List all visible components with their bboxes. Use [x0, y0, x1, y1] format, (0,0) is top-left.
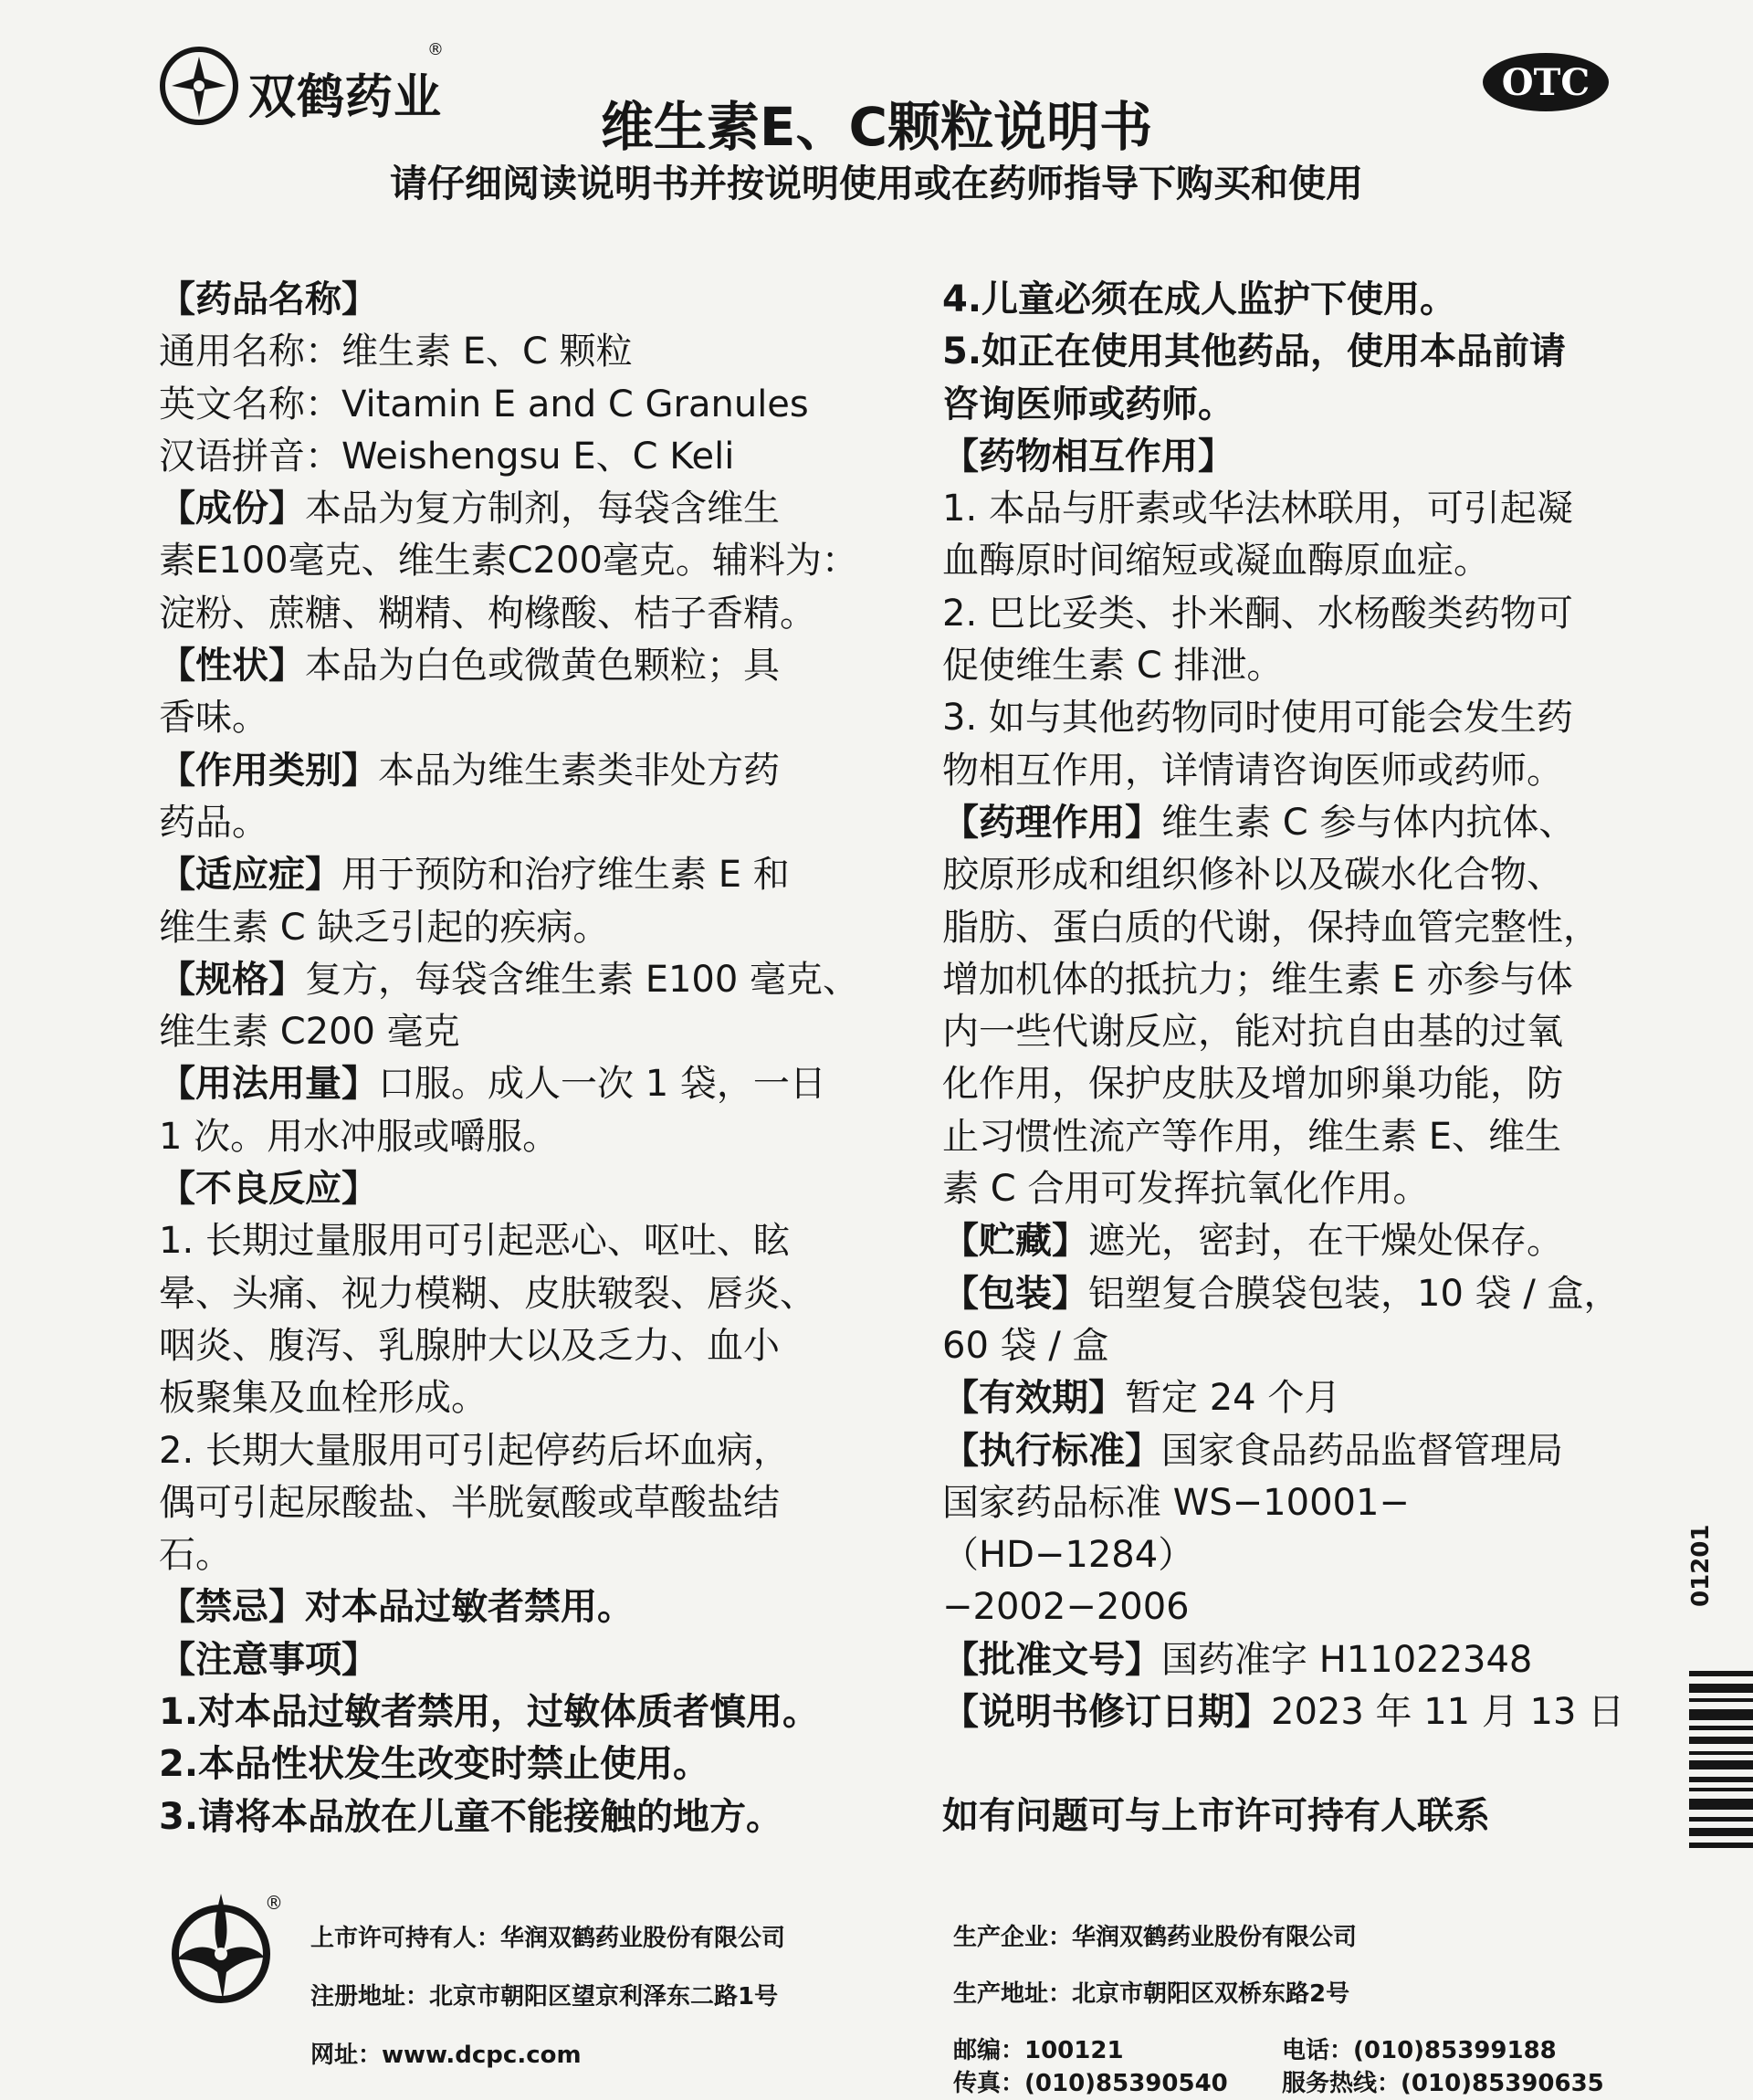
- contact-note: 如有问题可与上市许可持有人联系: [942, 1795, 1490, 1838]
- otc-badge: OTC: [1483, 53, 1609, 111]
- contraindications-section: [159, 1581, 889, 1633]
- properties-heading: 【性状】: [159, 645, 305, 688]
- storage-section: [942, 1215, 1636, 1267]
- indications-heading: 【适应症】: [159, 854, 341, 897]
- revision-section: [942, 1686, 1636, 1738]
- precaution-item: 5.如正在使用其他药品，使用本品前请: [942, 331, 1567, 373]
- registered-address: 注册地址：北京市朝阳区望京利泽东二路1号: [310, 1983, 779, 2011]
- precaution-item: 4.儿童必须在成人监护下使用。: [942, 278, 1457, 320]
- pharmacology-section: [942, 797, 1636, 849]
- left-column: [159, 274, 889, 1843]
- properties-text: 本品为白色或微黄色颗粒；具: [305, 645, 780, 688]
- composition-text: 本品为复方制剂，每袋含维生: [305, 488, 780, 530]
- pharmacology-text: 化作用，保护皮肤及增加卵巢功能，防: [942, 1063, 1563, 1106]
- properties-text: 香味。: [159, 697, 268, 740]
- storage-text: 遮光，密封，在干燥处保存。: [1088, 1220, 1563, 1263]
- usage-text: 口服。成人一次 1 袋，一日: [378, 1063, 826, 1106]
- revision-heading: 【说明书修订日期】: [942, 1691, 1271, 1734]
- precaution-item: 1.对本品过敏者禁用，过敏体质者慎用。: [159, 1691, 820, 1734]
- approval-heading: 【批准文号】: [942, 1638, 1161, 1681]
- interaction-text: 1. 本品与肝素或华法林联用，可引起凝: [942, 488, 1573, 530]
- pharmacology-text: 内一些代谢反应，能对抗自由基的过氧: [942, 1011, 1563, 1054]
- approval-number: 国药准字 H11022348: [1161, 1638, 1533, 1681]
- precaution-item: 2.本品性状发生改变时禁止使用。: [159, 1743, 710, 1786]
- indications-text: 维生素 C 缺乏引起的疾病。: [159, 906, 610, 949]
- contraindications-heading: 【禁忌】: [159, 1586, 305, 1629]
- usage-text: 1 次。用水冲服或嚼服。: [159, 1115, 560, 1158]
- composition-text: 淀粉、蔗糖、糊精、枸橼酸、桔子香精。: [159, 592, 816, 635]
- adverse-reaction-text: 咽炎、腹泻、乳腺肿大以及乏力、血小: [159, 1324, 780, 1367]
- approval-section: [942, 1634, 1636, 1686]
- specification-heading: 【规格】: [159, 958, 305, 1001]
- composition-section: [159, 483, 889, 535]
- composition-heading: 【成份】: [159, 488, 305, 530]
- registered-mark-icon: ®: [427, 40, 444, 59]
- website: 网址：www.dcpc.com: [310, 2042, 582, 2069]
- indications-section: [159, 849, 889, 901]
- package-section: [942, 1268, 1636, 1320]
- holder-info: [310, 1897, 785, 2096]
- brand-name: 双鹤药业: [248, 70, 443, 125]
- standard-section: [942, 1425, 1636, 1477]
- pinyin-name: 汉语拼音：Weishengsu E、C Keli: [159, 435, 735, 478]
- generic-name: 通用名称：维生素 E、C 颗粒: [159, 331, 633, 373]
- manufacturer-address: 生产地址：北京市朝阳区双桥东路2号: [953, 1980, 1350, 2008]
- validity-heading: 【有效期】: [942, 1377, 1125, 1420]
- indications-text: 用于预防和治疗维生素 E 和: [341, 854, 790, 897]
- manufacturer: 生产企业：华润双鹤药业股份有限公司: [953, 1924, 1358, 1951]
- english-name: 英文名称：Vitamin E and C Granules: [159, 383, 809, 425]
- drug-name-heading: 【药品名称】: [159, 278, 378, 320]
- precautions-heading: 【注意事项】: [159, 1638, 378, 1681]
- storage-heading: 【贮藏】: [942, 1220, 1088, 1263]
- adverse-reaction-text: 晕、头痛、视力模糊、皮肤皲裂、唇炎、: [159, 1272, 816, 1315]
- pharmacology-text: 增加机体的抵抗力；维生素 E 亦参与体: [942, 958, 1573, 1001]
- interaction-text: 物相互作用，详情请咨询医师或药师。: [942, 749, 1563, 792]
- pharmacology-text: 素 C 合用可发挥抗氧化作用。: [942, 1168, 1430, 1211]
- standard-text: −2002−2006: [942, 1586, 1190, 1629]
- barcode-icon: [1689, 1671, 1753, 1853]
- registered-mark-icon: ®: [265, 1892, 283, 1914]
- manufacturer-info: [953, 1897, 1611, 2100]
- pharmacology-text: 脂肪、蛋白质的代谢，保持血管完整性，: [942, 906, 1600, 949]
- fax: 传真：(010)85390540: [953, 2070, 1228, 2097]
- category-text: 本品为维生素类非处方药: [378, 749, 780, 792]
- barcode-number: 01201: [1687, 1524, 1715, 1607]
- pharmacology-text: 止习惯性流产等作用，维生素 E、维生: [942, 1115, 1561, 1158]
- phone: 电话：(010)85399188: [1282, 2037, 1557, 2064]
- category-heading: 【作用类别】: [159, 749, 378, 792]
- validity-section: [942, 1372, 1636, 1424]
- interaction-text: 血酶原时间缩短或凝血酶原血症。: [942, 540, 1490, 583]
- usage-heading: 【用法用量】: [159, 1063, 378, 1106]
- interaction-text: 促使维生素 C 排泄。: [942, 645, 1284, 688]
- standard-heading: 【执行标准】: [942, 1429, 1161, 1472]
- interaction-text: 2. 巴比妥类、扑米酮、水杨酸类药物可: [942, 592, 1573, 635]
- interactions-heading: 【药物相互作用】: [942, 435, 1234, 478]
- category-section: [159, 745, 889, 797]
- contraindications-text: 对本品过敏者禁用。: [305, 1586, 634, 1629]
- interaction-text: 3. 如与其他药物同时使用可能会发生药: [942, 697, 1573, 740]
- adverse-reaction-text: 石。: [159, 1534, 232, 1577]
- standard-text: 国家食品药品监督管理局: [1161, 1429, 1563, 1472]
- properties-section: [159, 640, 889, 692]
- package-text: 60 袋 / 盒: [942, 1324, 1109, 1367]
- package-heading: 【包装】: [942, 1272, 1088, 1315]
- specification-text: 复方，每袋含维生素 E100 毫克、: [305, 958, 860, 1001]
- adverse-reaction-text: 1. 长期过量服用可引起恶心、呕吐、眩: [159, 1220, 790, 1263]
- specification-text: 维生素 C200 毫克: [159, 1011, 460, 1054]
- crane-emblem-icon: [166, 1888, 276, 2007]
- page-title: 维生素E、C颗粒说明书: [600, 96, 1153, 158]
- precaution-item: 3.请将本品放在儿童不能接触的地方。: [159, 1795, 783, 1838]
- page-subtitle: 请仔细阅读说明书并按说明使用或在药师指导下购买和使用: [390, 162, 1363, 205]
- service-hotline: 服务热线：(010)85390635: [1282, 2070, 1604, 2097]
- license-holder: 上市许可持有人：华润双鹤药业股份有限公司: [310, 1925, 786, 1952]
- adverse-reaction-text: 偶可引起尿酸盐、半胱氨酸或草酸盐结: [159, 1481, 780, 1524]
- adverse-reactions-heading: 【不良反应】: [159, 1168, 378, 1211]
- right-column: [942, 274, 1636, 1843]
- composition-text: 素E100毫克、维生素C200毫克。辅料为：: [159, 540, 858, 583]
- pharmacology-text: 胶原形成和组织修补以及碳水化合物、: [942, 854, 1563, 897]
- standard-text: 国家药品标准 WS−10001−（HD−1284）: [942, 1481, 1410, 1577]
- precaution-item: 咨询医师或药师。: [942, 383, 1234, 425]
- package-text: 铝塑复合膜袋包装，10 袋 / 盒，: [1088, 1272, 1621, 1315]
- contact-row: [953, 2067, 1611, 2100]
- adverse-reaction-text: 2. 长期大量服用可引起停药后坏血病，: [159, 1429, 790, 1472]
- specification-section: [159, 954, 889, 1006]
- usage-section: [159, 1058, 889, 1110]
- pharmacology-text: 维生素 C 参与体内抗体、: [1161, 801, 1576, 844]
- contact-row: [953, 2034, 1611, 2067]
- adverse-reaction-text: 板聚集及血栓形成。: [159, 1377, 488, 1420]
- category-text: 药品。: [159, 801, 268, 844]
- validity-text: 暂定 24 个月: [1125, 1377, 1341, 1420]
- pharmacology-heading: 【药理作用】: [942, 801, 1161, 844]
- postcode: 邮编：100121: [953, 2037, 1124, 2064]
- revision-date: 2023 年 11 月 13 日: [1271, 1691, 1625, 1734]
